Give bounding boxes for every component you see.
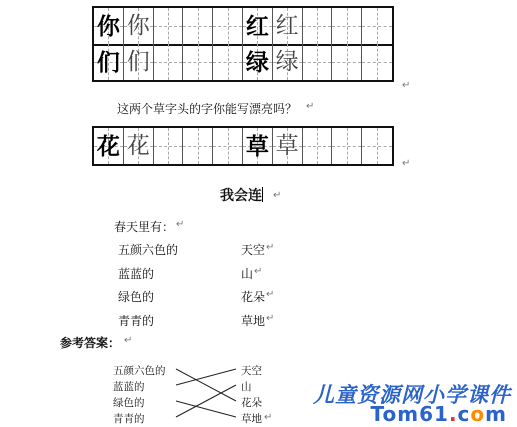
site-watermark-en <box>371 402 507 426</box>
model-character: 你 <box>96 12 120 40</box>
model-character: 红 <box>245 12 269 40</box>
model-character: 们 <box>96 48 120 76</box>
grid-cell <box>94 44 124 80</box>
answer-left-item: 青青的 <box>113 413 145 425</box>
paragraph-mark: ↵ <box>266 313 275 324</box>
watermark-en-o: o <box>470 402 486 426</box>
tracing-character: 们 <box>126 48 150 75</box>
answer-right-item: 山 <box>241 381 252 393</box>
grid-cell <box>243 128 273 164</box>
paragraph-mark: ↵ <box>402 158 411 169</box>
watermark-en-c: c <box>457 402 471 426</box>
paragraph-mark: ↵ <box>273 190 282 201</box>
tracing-character: 草 <box>275 132 299 159</box>
paragraph-mark: ↵ <box>176 219 185 230</box>
answer-link-line <box>176 369 236 385</box>
right-item: 天空 <box>241 243 266 257</box>
model-character: 花 <box>96 132 120 160</box>
watermark-dot: . <box>448 402 458 426</box>
answer-link-line <box>176 385 236 417</box>
paragraph-mark: ↵ <box>124 335 133 346</box>
spring-label: 春天里有： <box>114 220 175 234</box>
left-item: 蓝蓝的 <box>118 267 155 281</box>
paragraph-mark: ↵ <box>266 242 275 253</box>
answer-left-item: 绿色的 <box>113 397 145 409</box>
grid-cell <box>243 44 273 80</box>
answer-left-item: 蓝蓝的 <box>113 381 145 393</box>
answer-right-item: 花朵 <box>241 397 262 409</box>
answer-right-item: 草地 <box>241 413 262 425</box>
answer-right-item: 天空 <box>241 365 262 377</box>
watermark-en-a: Tom61 <box>370 402 449 426</box>
model-character: 绿 <box>245 48 269 76</box>
tracing-character: 绿 <box>275 48 299 75</box>
grid-cell <box>243 8 273 44</box>
tracing-character: 你 <box>126 12 150 39</box>
answer-left-item: 五颜六色的 <box>113 365 166 377</box>
paragraph-mark: ↵ <box>264 412 273 423</box>
grid-cell <box>94 8 124 44</box>
paragraph-mark: ↵ <box>266 289 275 300</box>
tracing-character: 花 <box>126 132 150 159</box>
site-watermark-cn: 儿童资源网小学课件 <box>313 383 511 407</box>
paragraph-mark: ↵ <box>306 101 315 112</box>
right-item: 山 <box>241 267 254 281</box>
practice-question: 这两个草字头的字你能写漂亮吗？ <box>117 102 298 116</box>
answer-link-line <box>176 369 236 401</box>
grid-cell <box>94 128 124 164</box>
paragraph-mark: ↵ <box>254 266 263 277</box>
paragraph-mark: ↵ <box>402 80 411 91</box>
left-item: 绿色的 <box>118 290 155 304</box>
answer-label: 参考答案： <box>60 336 121 350</box>
right-item: 花朵 <box>241 290 266 304</box>
tracing-character: 红 <box>275 12 299 39</box>
answer-link-line <box>176 401 236 417</box>
left-item: 五颜六色的 <box>118 243 179 257</box>
watermark-en-m: m <box>485 402 507 426</box>
model-character: 草 <box>245 132 269 160</box>
section-title-text: 我会连 <box>220 188 262 204</box>
right-item: 草地 <box>241 314 266 328</box>
left-item: 青青的 <box>118 314 155 328</box>
